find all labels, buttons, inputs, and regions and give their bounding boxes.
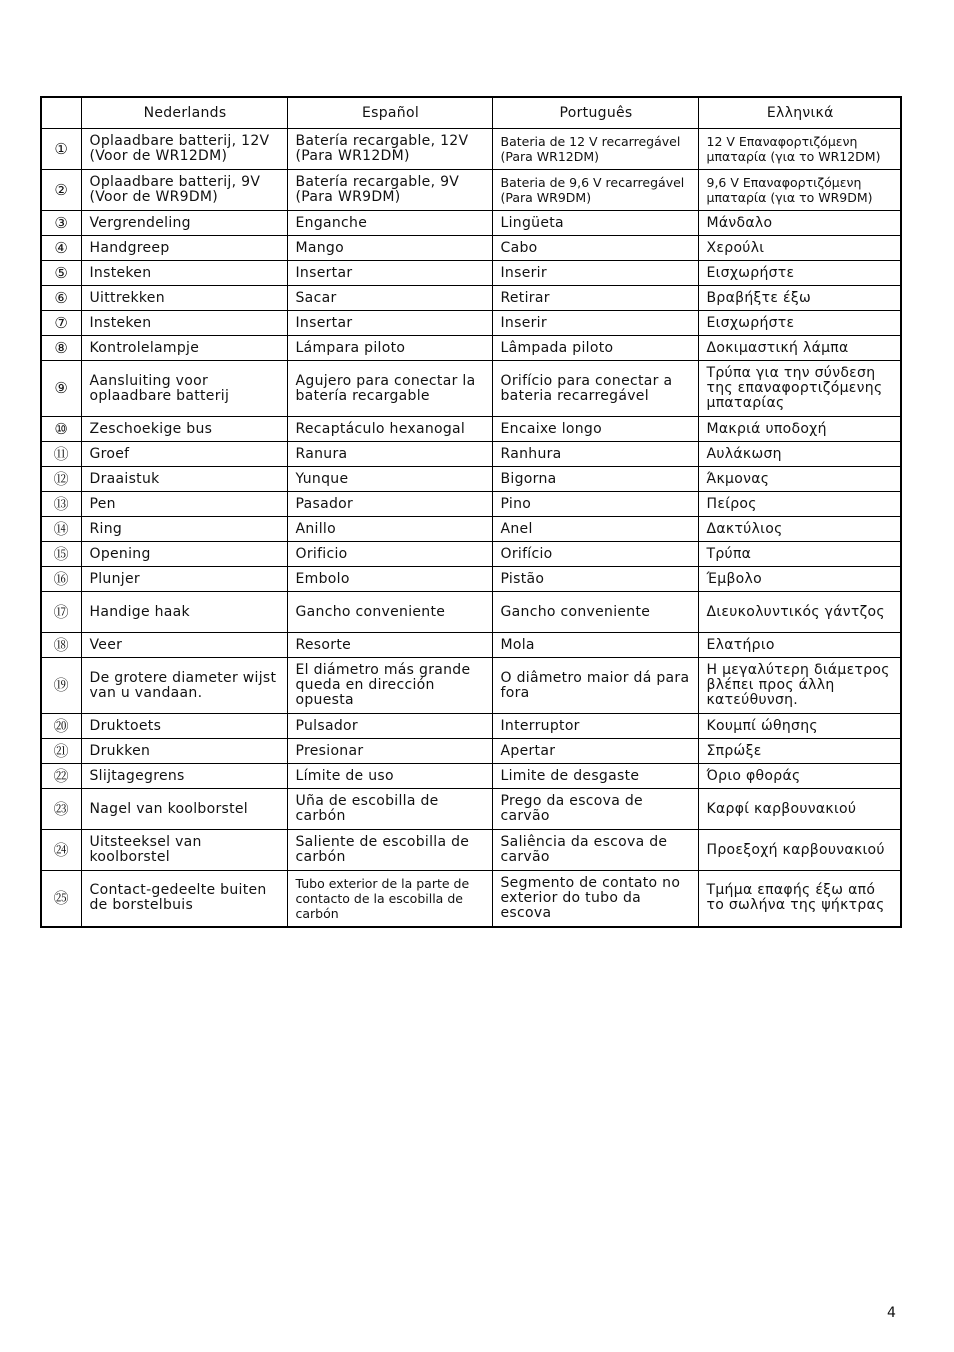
spanish-cell: Gancho conveniente [287, 592, 492, 633]
greek-cell: Καρφί καρβουνακιού [698, 789, 901, 830]
greek-cell: Προεξοχή καρβουνακιού [698, 830, 901, 871]
table-row [41, 129, 901, 170]
greek-cell: Η μεγαλύτερη διάμετρος βλέπει προς άλλη κατεύθυνση. [698, 658, 901, 714]
row-number: ⑨ [41, 361, 81, 417]
page-number: 4 [887, 1305, 896, 1321]
table-row [41, 492, 901, 517]
portuguese-cell: Segmento de contato no exterior do tubo da escova [492, 871, 698, 927]
spanish-cell: Agujero para conectar la batería recargable [287, 361, 492, 417]
dutch-cell: Draaistuk [81, 467, 287, 492]
portuguese-cell: Anel [492, 517, 698, 542]
row-number: ⑬ [41, 492, 81, 517]
greek-cell: Σπρώξε [698, 739, 901, 764]
portuguese-cell: Retirar [492, 286, 698, 311]
portuguese-cell: Bateria de 12 V recarregável (Para WR12DM) [492, 129, 698, 170]
spanish-cell: Uña de escobilla de carbón [287, 789, 492, 830]
table-row [41, 789, 901, 830]
greek-cell: Μακριά υποδοχή [698, 417, 901, 442]
spanish-cell: Saliente de escobilla de carbón [287, 830, 492, 871]
portuguese-cell: Pino [492, 492, 698, 517]
greek-cell: Δακτύλιος [698, 517, 901, 542]
dutch-cell: Insteken [81, 261, 287, 286]
table-row [41, 286, 901, 311]
spanish-cell: Insertar [287, 311, 492, 336]
table-row [41, 658, 901, 714]
dutch-cell: Contact-gedeelte buiten de borstelbuis [81, 871, 287, 927]
table-row [41, 830, 901, 871]
portuguese-cell: Inserir [492, 261, 698, 286]
row-number: ⑪ [41, 442, 81, 467]
row-number: ㉑ [41, 739, 81, 764]
header-portuguese: Português [492, 97, 698, 129]
portuguese-cell: Prego da escova de carvão [492, 789, 698, 830]
greek-cell: Μάνδαλο [698, 211, 901, 236]
dutch-cell: Oplaadbare batterij, 9V (Voor de WR9DM) [81, 170, 287, 211]
table-row [41, 467, 901, 492]
table-row [41, 739, 901, 764]
portuguese-cell: Ranhura [492, 442, 698, 467]
spanish-cell: Batería recargable, 12V (Para WR12DM) [287, 129, 492, 170]
portuguese-cell: Pistão [492, 567, 698, 592]
greek-cell: Εισχωρήστε [698, 311, 901, 336]
greek-cell: Αυλάκωση [698, 442, 901, 467]
dutch-cell: Insteken [81, 311, 287, 336]
header-number [41, 97, 81, 129]
portuguese-cell: Mola [492, 633, 698, 658]
spanish-cell: Orificio [287, 542, 492, 567]
greek-cell: Έμβολο [698, 567, 901, 592]
portuguese-cell: O diâmetro maior dá para fora [492, 658, 698, 714]
table-row [41, 567, 901, 592]
greek-cell: Χερούλι [698, 236, 901, 261]
portuguese-cell: Lâmpada piloto [492, 336, 698, 361]
portuguese-cell: Orifício para conectar a bateria recarregável [492, 361, 698, 417]
row-number: ⑲ [41, 658, 81, 714]
header-greek: Ελληνικά [698, 97, 901, 129]
dutch-cell: Handgreep [81, 236, 287, 261]
spanish-cell: Mango [287, 236, 492, 261]
row-number: ⑱ [41, 633, 81, 658]
portuguese-cell: Orifício [492, 542, 698, 567]
dutch-cell: Plunjer [81, 567, 287, 592]
spanish-cell: Anillo [287, 517, 492, 542]
row-number: ㉔ [41, 830, 81, 871]
dutch-cell: Groef [81, 442, 287, 467]
spanish-cell: Enganche [287, 211, 492, 236]
table-row [41, 442, 901, 467]
spanish-cell: El diámetro más grande queda en dirección opuesta [287, 658, 492, 714]
portuguese-cell: Interruptor [492, 714, 698, 739]
spanish-cell: Pulsador [287, 714, 492, 739]
dutch-cell: Pen [81, 492, 287, 517]
dutch-cell: Veer [81, 633, 287, 658]
dutch-cell: Vergrendeling [81, 211, 287, 236]
table-row [41, 542, 901, 567]
greek-cell: Διευκολυντικός γάντζος [698, 592, 901, 633]
table-row [41, 517, 901, 542]
dutch-cell: Zeschoekige bus [81, 417, 287, 442]
greek-cell: Βραβήξτε έξω [698, 286, 901, 311]
dutch-cell: Uitsteeksel van koolborstel [81, 830, 287, 871]
dutch-cell: Ring [81, 517, 287, 542]
dutch-cell: Aansluiting voor oplaadbare batterij [81, 361, 287, 417]
spanish-cell: Recaptáculo hexanogal [287, 417, 492, 442]
portuguese-cell: Gancho conveniente [492, 592, 698, 633]
row-number: ⑯ [41, 567, 81, 592]
spanish-cell: Yunque [287, 467, 492, 492]
row-number: ④ [41, 236, 81, 261]
spanish-cell: Lámpara piloto [287, 336, 492, 361]
dutch-cell: Uittrekken [81, 286, 287, 311]
row-number: ⑩ [41, 417, 81, 442]
spanish-cell: Resorte [287, 633, 492, 658]
row-number: ⑤ [41, 261, 81, 286]
greek-cell: Όριο φθοράς [698, 764, 901, 789]
table-row [41, 714, 901, 739]
row-number: ⑰ [41, 592, 81, 633]
table-row [41, 236, 901, 261]
greek-cell: Εισχωρήστε [698, 261, 901, 286]
dutch-cell: Slijtagegrens [81, 764, 287, 789]
portuguese-cell: Encaixe longo [492, 417, 698, 442]
greek-cell: Πείρος [698, 492, 901, 517]
row-number: ⑫ [41, 467, 81, 492]
greek-cell: 9,6 V Επαναφορτιζόμενη μπαταρία (για το WR9DM) [698, 170, 901, 211]
header-row [41, 97, 901, 129]
portuguese-cell: Saliência da escova de carvão [492, 830, 698, 871]
row-number: ⑥ [41, 286, 81, 311]
dutch-cell: Kontrolelampje [81, 336, 287, 361]
table-row [41, 633, 901, 658]
table-row [41, 361, 901, 417]
row-number: ⑦ [41, 311, 81, 336]
row-number: ⑮ [41, 542, 81, 567]
dutch-cell: Nagel van koolborstel [81, 789, 287, 830]
greek-cell: 12 V Επαναφορτιζόμενη μπαταρία (για το WR12DM) [698, 129, 901, 170]
table-row [41, 764, 901, 789]
row-number: ㉓ [41, 789, 81, 830]
greek-cell: Τρύπα για την σύνδεση της επαναφορτιζόμενης μπαταρίας [698, 361, 901, 417]
dutch-cell: Drukken [81, 739, 287, 764]
row-number: ㉒ [41, 764, 81, 789]
portuguese-cell: Apertar [492, 739, 698, 764]
row-number: ③ [41, 211, 81, 236]
table-row [41, 261, 901, 286]
portuguese-cell: Limite de desgaste [492, 764, 698, 789]
table-row [41, 417, 901, 442]
greek-cell: Τρύπα [698, 542, 901, 567]
dutch-cell: Oplaadbare batterij, 12V (Voor de WR12DM) [81, 129, 287, 170]
dutch-cell: Druktoets [81, 714, 287, 739]
portuguese-cell: Lingüeta [492, 211, 698, 236]
spanish-cell: Presionar [287, 739, 492, 764]
dutch-cell: Handige haak [81, 592, 287, 633]
spanish-cell: Pasador [287, 492, 492, 517]
table-row [41, 170, 901, 211]
portuguese-cell: Cabo [492, 236, 698, 261]
greek-cell: Άκμονας [698, 467, 901, 492]
header-spanish: Español [287, 97, 492, 129]
dutch-cell: Opening [81, 542, 287, 567]
table-row [41, 336, 901, 361]
spanish-cell: Embolo [287, 567, 492, 592]
portuguese-cell: Bigorna [492, 467, 698, 492]
portuguese-cell: Inserir [492, 311, 698, 336]
row-number: ① [41, 129, 81, 170]
table-row [41, 311, 901, 336]
header-dutch: Nederlands [81, 97, 287, 129]
table-row [41, 592, 901, 633]
spanish-cell: Tubo exterior de la parte de contacto de la escobilla de carbón [287, 871, 492, 927]
spanish-cell: Batería recargable, 9V (Para WR9DM) [287, 170, 492, 211]
table-row [41, 871, 901, 927]
row-number: ② [41, 170, 81, 211]
greek-cell: Κουμπί ώθησης [698, 714, 901, 739]
spanish-cell: Ranura [287, 442, 492, 467]
portuguese-cell: Bateria de 9,6 V recarregável (Para WR9DM) [492, 170, 698, 211]
table-row [41, 211, 901, 236]
greek-cell: Δοκιμαστική λάμπα [698, 336, 901, 361]
parts-translation-table [40, 96, 902, 928]
spanish-cell: Insertar [287, 261, 492, 286]
row-number: ⑭ [41, 517, 81, 542]
spanish-cell: Límite de uso [287, 764, 492, 789]
row-number: ⑳ [41, 714, 81, 739]
greek-cell: Ελατήριο [698, 633, 901, 658]
row-number: ⑧ [41, 336, 81, 361]
row-number: ㉕ [41, 871, 81, 927]
spanish-cell: Sacar [287, 286, 492, 311]
dutch-cell: De grotere diameter wijst van u vandaan. [81, 658, 287, 714]
greek-cell: Τμήμα επαφής έξω από το σωλήνα της ψήκτρας [698, 871, 901, 927]
